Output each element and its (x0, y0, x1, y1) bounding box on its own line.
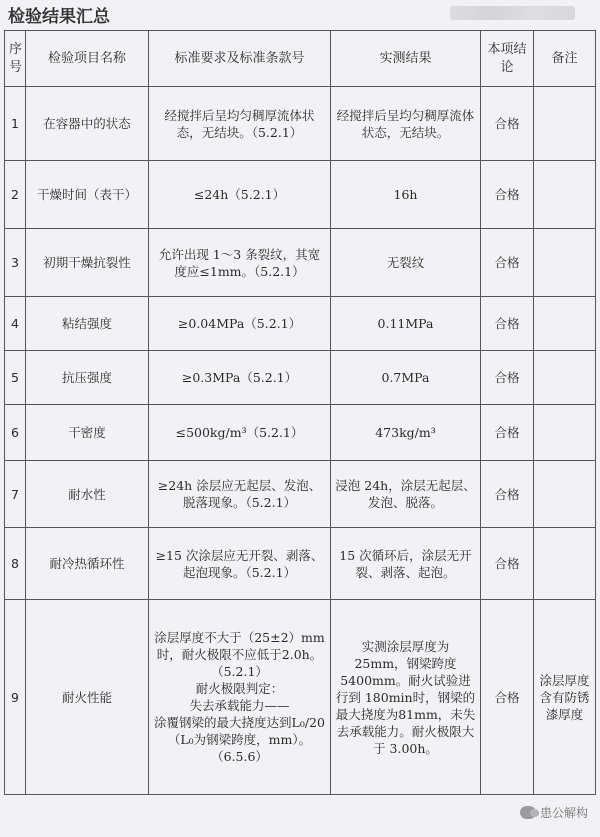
row-conclusion: 合格 (481, 229, 534, 297)
row-result: 无裂纹 (331, 229, 481, 297)
row-no: 4 (5, 297, 26, 351)
row-item: 粘结强度 (26, 297, 149, 351)
row-remark (534, 351, 596, 405)
row-remark (534, 528, 596, 600)
row-result: 经搅拌后呈均匀稠厚流体状态，无结块。 (331, 87, 481, 161)
row-standard: 经搅拌后呈均匀稠厚流体状态，无结块。（5.2.1） (149, 87, 331, 161)
header-row (5, 31, 596, 87)
row-remark (534, 461, 596, 528)
row-no: 1 (5, 87, 26, 161)
row-remark (534, 229, 596, 297)
row-item: 耐水性 (26, 461, 149, 528)
row-result: 实测涂层厚度为 25mm，钢梁跨度 5400mm。耐火试验进行到 180min时，钢梁的最大挠度为81mm，未失去承载能力。耐火极限大于 3.00h。 (331, 600, 481, 795)
row-standard: ≥0.04MPa（5.2.1） (149, 297, 331, 351)
row-standard: ≤24h（5.2.1） (149, 161, 331, 229)
row-no: 7 (5, 461, 26, 528)
table-row (5, 351, 596, 405)
row-result: 473kg/m³ (331, 405, 481, 461)
row-standard: ≥0.3MPa（5.2.1） (149, 351, 331, 405)
table-row (5, 297, 596, 351)
row-conclusion: 合格 (481, 600, 534, 795)
row-conclusion: 合格 (481, 405, 534, 461)
results-table (4, 30, 596, 795)
table-row (5, 229, 596, 297)
header-result: 实测结果 (331, 31, 481, 87)
row-standard: ≥24h 涂层应无起层、发泡、脱落现象。（5.2.1） (149, 461, 331, 528)
row-standard: 涂层厚度不大于（25±2）mm时，耐火极限不应低于2.0h。（5.2.1） 耐火极限判定： 失去承载能力—— 涂覆钢梁的最大挠度达到L₀/20（L₀为钢梁跨度，mm）。（6.5.6） (149, 600, 331, 795)
table-row (5, 161, 596, 229)
row-item: 干密度 (26, 405, 149, 461)
row-standard: 允许出现 1～3 条裂纹，其宽度应≤1mm。（5.2.1） (149, 229, 331, 297)
page-title: 检验结果汇总 (8, 7, 110, 27)
row-remark: 涂层厚度含有防锈漆厚度 (534, 600, 596, 795)
table-row (5, 528, 596, 600)
redacted-mark (450, 6, 575, 20)
row-item: 干燥时间（表干） (26, 161, 149, 229)
row-no: 5 (5, 351, 26, 405)
row-remark (534, 87, 596, 161)
row-conclusion: 合格 (481, 297, 534, 351)
row-standard: ≤500kg/m³（5.2.1） (149, 405, 331, 461)
row-conclusion: 合格 (481, 351, 534, 405)
row-conclusion: 合格 (481, 87, 534, 161)
row-conclusion: 合格 (481, 461, 534, 528)
row-remark (534, 405, 596, 461)
row-item: 耐火性能 (26, 600, 149, 795)
row-result: 0.11MPa (331, 297, 481, 351)
header-item: 检验项目名称 (26, 31, 149, 87)
row-no: 8 (5, 528, 26, 600)
row-result: 15 次循环后，涂层无开裂、剥落、起泡。 (331, 528, 481, 600)
row-no: 2 (5, 161, 26, 229)
row-conclusion: 合格 (481, 161, 534, 229)
header-conclusion: 本项结论 (481, 31, 534, 87)
row-no: 3 (5, 229, 26, 297)
table-row (5, 461, 596, 528)
header-standard: 标准要求及标准条款号 (149, 31, 331, 87)
header-remark: 备注 (534, 31, 596, 87)
table-row (5, 600, 596, 795)
watermark (520, 804, 588, 821)
header-no: 序号 (5, 31, 26, 87)
wechat-icon (520, 806, 536, 819)
row-standard: ≥15 次涂层应无开裂、剥落、起泡现象。（5.2.1） (149, 528, 331, 600)
table-row (5, 405, 596, 461)
row-result: 16h (331, 161, 481, 229)
row-result: 0.7MPa (331, 351, 481, 405)
row-item: 耐冷热循环性 (26, 528, 149, 600)
row-item: 在容器中的状态 (26, 87, 149, 161)
table-row (5, 87, 596, 161)
row-result: 浸泡 24h，涂层无起层、发泡、脱落。 (331, 461, 481, 528)
row-item: 抗压强度 (26, 351, 149, 405)
row-no: 9 (5, 600, 26, 795)
row-item: 初期干燥抗裂性 (26, 229, 149, 297)
row-no: 6 (5, 405, 26, 461)
watermark-text: 患公解构 (539, 806, 588, 820)
row-conclusion: 合格 (481, 528, 534, 600)
row-remark (534, 161, 596, 229)
row-remark (534, 297, 596, 351)
